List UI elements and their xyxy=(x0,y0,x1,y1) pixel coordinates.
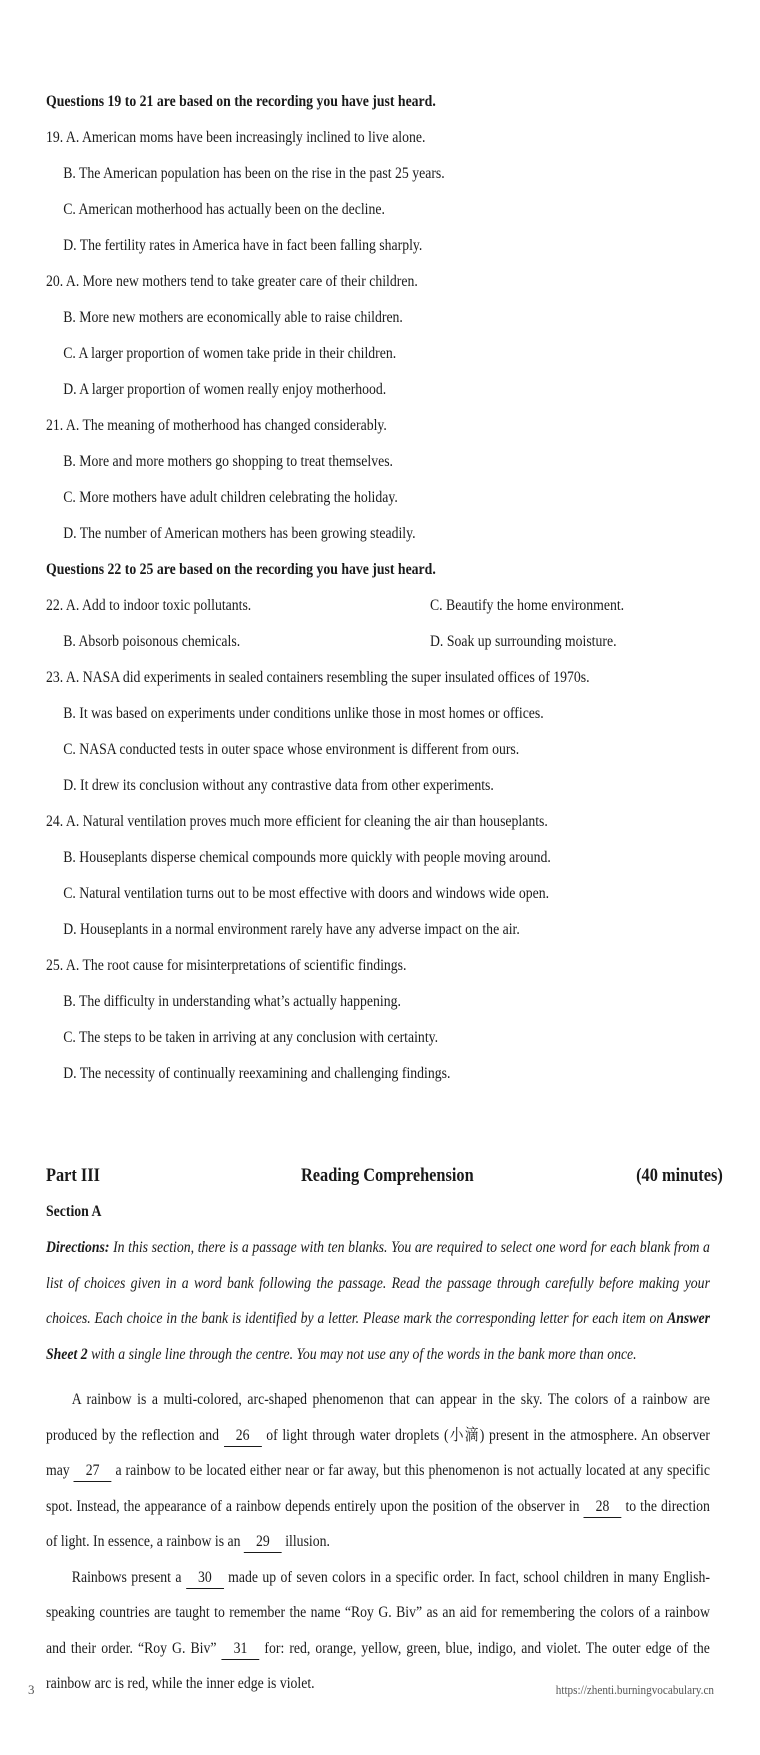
option-22-a: 22. A. Add to indoor toxic pollutants. xyxy=(46,597,252,614)
page-footer xyxy=(0,1682,760,1706)
option-20-c: C. A larger proportion of women take pride in their children. xyxy=(63,345,397,362)
passage-paragraph-1 xyxy=(46,1382,710,1560)
section-a-heading: Section A xyxy=(46,1203,102,1220)
option-20-d: D. A larger proportion of women really enjoy motherhood. xyxy=(63,381,387,398)
directions xyxy=(46,1230,710,1372)
question-23 xyxy=(46,660,710,804)
directions-label: Directions: xyxy=(46,1239,110,1256)
option-21-c: C. More mothers have adult children celebrating the holiday. xyxy=(63,489,398,506)
option-21-d: D. The number of American mothers has been growing steadily. xyxy=(63,525,416,542)
option-23-c: C. NASA conducted tests in outer space whose environment is different from ours. xyxy=(63,741,520,758)
p1-text-5: illusion. xyxy=(281,1533,330,1550)
question-24 xyxy=(46,804,710,948)
p2-text-1: Rainbows present a xyxy=(71,1568,186,1586)
directions-text: In this section, there is a passage with ten blanks. You are required to select one word for each blank from a list of choices given in a word bank following the passage. Read the passage through carefully before making your choices. Each choice in the bank is identified by a letter. Please mark the corresponding letter for each item on xyxy=(46,1239,710,1327)
option-22-d: D. Soak up surrounding moisture. xyxy=(430,633,617,650)
option-24-b: B. Houseplants disperse chemical compounds more quickly with people moving around. xyxy=(63,849,551,866)
passage-paragraph-2 xyxy=(46,1560,710,1702)
option-24-d: D. Houseplants in a normal environment rarely have any adverse impact on the air. xyxy=(63,921,520,938)
option-21-b: B. More and more mothers go shopping to treat themselves. xyxy=(63,453,393,470)
option-21-a: 21. A. The meaning of motherhood has changed considerably. xyxy=(46,417,387,434)
page-content xyxy=(46,84,723,1702)
blank-29: 29 xyxy=(244,1532,282,1553)
blank-27: 27 xyxy=(74,1461,112,1482)
option-25-d: D. The necessity of continually reexamining and challenging findings. xyxy=(63,1065,451,1082)
option-25-b: B. The difficulty in understanding what’s actually happening. xyxy=(63,993,401,1010)
directions-tail: with a single line through the centre. You may not use any of the words in the bank more than once. xyxy=(87,1345,637,1363)
passage xyxy=(46,1382,710,1702)
option-20-a: 20. A. More new mothers tend to take greater care of their children. xyxy=(46,273,418,290)
option-20-b: B. More new mothers are economically able to raise children. xyxy=(63,309,403,326)
part-title: Reading Comprehension xyxy=(301,1165,474,1186)
question-22 xyxy=(46,588,710,660)
blank-30: 30 xyxy=(186,1568,224,1589)
option-22-b: B. Absorb poisonous chemicals. xyxy=(63,633,241,650)
option-24-c: C. Natural ventilation turns out to be most effective with doors and windows wide open. xyxy=(63,885,550,902)
question-21 xyxy=(46,408,710,552)
question-19 xyxy=(46,120,710,264)
option-23-d: D. It drew its conclusion without any contrastive data from other experiments. xyxy=(63,777,494,794)
p2-text-3: for: red, orange, yellow, green, blue, indigo, and violet. The outer edge of the rainbow arc is red, while the inner edge is violet. xyxy=(46,1639,710,1692)
part-3-header xyxy=(46,1158,723,1194)
blank-31: 31 xyxy=(222,1639,260,1660)
p1-text-2: of light through water droplets (小滴) present in the atmosphere. An observer may xyxy=(46,1426,710,1479)
part-time: (40 minutes) xyxy=(636,1165,723,1186)
answer-sheet-label: Answer Sheet 2 xyxy=(46,1310,710,1363)
footer-url[interactable]: https://zhenti.burningvocabulary.cn xyxy=(555,1682,714,1697)
option-22-c: C. Beautify the home environment. xyxy=(430,597,625,614)
option-19-a: 19. A. American moms have been increasingly inclined to live alone. xyxy=(46,129,426,146)
option-19-d: D. The fertility rates in America have in fact been falling sharply. xyxy=(63,237,423,254)
question-20 xyxy=(46,264,710,408)
option-19-c: C. American motherhood has actually been on the decline. xyxy=(63,201,385,218)
page-number: 3 xyxy=(28,1682,35,1697)
option-25-a: 25. A. The root cause for misinterpretations of scientific findings. xyxy=(46,957,407,974)
option-25-c: C. The steps to be taken in arriving at any conclusion with certainty. xyxy=(63,1029,439,1046)
questions-19-21-header: Questions 19 to 21 are based on the recording you have just heard. xyxy=(46,93,436,110)
option-24-a: 24. A. Natural ventilation proves much more efficient for cleaning the air than houseplants. xyxy=(46,813,548,830)
p1-text-1: A rainbow is a multi-colored, arc-shaped phenomenon that can appear in the sky. The colors of a rainbow are produced by the reflection and xyxy=(46,1391,710,1444)
option-23-a: 23. A. NASA did experiments in sealed containers resembling the super insulated offices of 1970s. xyxy=(46,669,590,686)
section-spacer xyxy=(46,1092,710,1158)
blank-26: 26 xyxy=(224,1426,262,1447)
part-label: Part III xyxy=(46,1165,101,1186)
question-25 xyxy=(46,948,710,1092)
questions-22-25-header: Questions 22 to 25 are based on the recording you have just heard. xyxy=(46,561,436,578)
option-19-b: B. The American population has been on the rise in the past 25 years. xyxy=(63,165,445,182)
option-23-b: B. It was based on experiments under conditions unlike those in most homes or offices. xyxy=(63,705,544,722)
p2-text-2: made up of seven colors in a specific order. In fact, school children in many English-speaking countries are taught to remember the name “Roy G. Biv” as an aid for remembering the colors of a rainbow and their order. “Roy G. Biv” xyxy=(46,1568,710,1657)
p1-text-4: to the direction of light. In essence, a rainbow is an xyxy=(46,1497,710,1550)
blank-28: 28 xyxy=(584,1497,622,1518)
p1-text-3: a rainbow to be located either near or far away, but this phenomenon is not actually located at any specific spot. Instead, the appearance of a rainbow depends entirely upon the position of the observer in xyxy=(46,1462,710,1515)
